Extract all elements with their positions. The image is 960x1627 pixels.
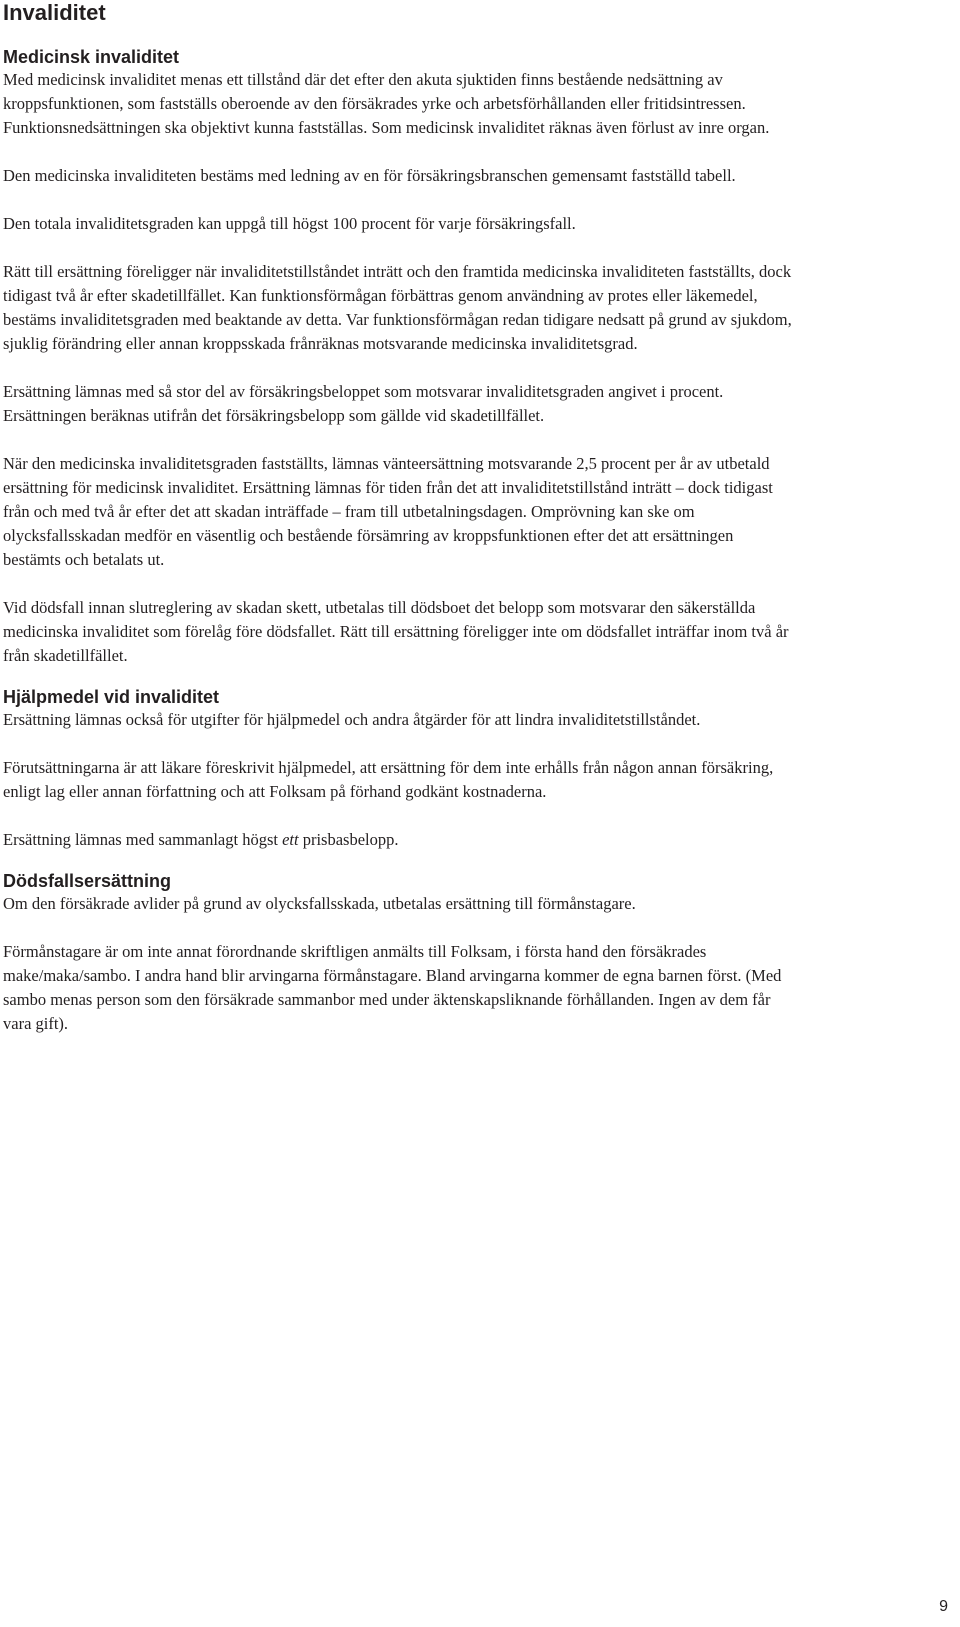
section-heading: Dödsfallsersättning: [3, 871, 172, 891]
section-heading: Hjälpmedel vid invaliditet: [3, 687, 220, 707]
paragraph: När den medicinska invaliditetsgraden fastställts, lämnas vänteersättning motsvarande 2,5 procent per år av utbetald ersättning för medicinsk invaliditet. Ersättning lämnas för tiden från det att invaliditetstillstånd inträtt – dock tidigast från och med två år efter det att skadan inträffade – fram till utbetalningsdagen. Omprövning kan ske om olycksfallsskadan medför en väsentlig och bestående försämring av kroppsfunktionen efter det att ersättningen bestämts och betalats ut.: [3, 454, 773, 569]
text-span: Ersättning lämnas med sammanlagt högst: [3, 830, 283, 849]
section-heading: Medicinsk invaliditet: [3, 47, 180, 67]
paragraph: Ersättning lämnas också för utgifter för hjälpmedel och andra åtgärder för att lindra invaliditetstillståndet.: [3, 710, 701, 729]
paragraph: Rätt till ersättning föreligger när invaliditetstillståndet inträtt och den framtida medicinska invaliditeten fastställts, dock tidigast två år efter skadetillfället. Kan funktionsförmågan förbättras genom användning av protes eller läkemedel, bestäms invaliditetsgraden med beaktande av detta. Var funktionsförmågan redan tidigare nedsatt på grund av sjukdom, sjuklig förändring eller annan kroppsskada frånräknas motsvarande medicinska invaliditetsgrad.: [3, 262, 792, 353]
page-title: Invaliditet: [3, 0, 106, 25]
section-dodsfallsersattning: [3, 870, 793, 1036]
emphasis-text: ett: [282, 830, 299, 849]
paragraph: Den medicinska invaliditeten bestäms med ledning av en för försäkringsbranschen gemensamt fastställd tabell.: [3, 166, 736, 185]
page-number: 9: [939, 1598, 948, 1615]
paragraph: Den totala invaliditetsgraden kan uppgå till högst 100 procent för varje försäkringsfall.: [3, 214, 576, 233]
text-span: prisbasbelopp.: [298, 830, 399, 849]
paragraph: Vid dödsfall innan slutreglering av skadan skett, utbetalas till dödsboet det belopp som motsvarar den säkerställda medicinska invaliditet som förelåg före dödsfallet. Rätt till ersättning föreligger inte om dödsfallet inträffar inom två år från skadetillfället.: [3, 598, 789, 665]
paragraph: Med medicinsk invaliditet menas ett tillstånd där det efter den akuta sjuktiden finns bestående nedsättning av kroppsfunktionen, som fastställs oberoende av den försäkrades yrke och arbetsförhållanden eller fritidsintressen. Funktionsnedsättningen ska objektivt kunna fastställas. Som medicinsk invaliditet räknas även förlust av inre organ.: [3, 70, 770, 137]
section-hjalpmedel: [3, 686, 793, 852]
paragraph: Om den försäkrade avlider på grund av olycksfallsskada, utbetalas ersättning till förmånstagare.: [3, 894, 636, 913]
paragraph: Förutsättningarna är att läkare föreskrivit hjälpmedel, att ersättning för dem inte erhålls från någon annan försäkring, enligt lag eller annan författning och att Folksam på förhand godkänt kostnaderna.: [3, 758, 774, 801]
section-medicinsk-invaliditet: [3, 46, 793, 668]
paragraph: Ersättning lämnas med så stor del av försäkringsbeloppet som motsvarar invaliditetsgraden angivet i procent. Ersättningen beräknas utifrån det försäkringsbelopp som gällde vid skadetillfället.: [3, 382, 724, 425]
document-page: [3, 0, 793, 1036]
paragraph: Förmånstagare är om inte annat förordnande skriftligen anmälts till Folksam, i första hand den försäkrades make/maka/sambo. I andra hand blir arvingarna förmånstagare. Bland arvingarna kommer de egna barnen först. (Med sambo menas person som den försäkrade sammanbor med under äktenskapsliknande förhållanden. Ingen av dem får vara gift).: [3, 942, 782, 1033]
paragraph-prisbasbelopp: [3, 828, 793, 852]
